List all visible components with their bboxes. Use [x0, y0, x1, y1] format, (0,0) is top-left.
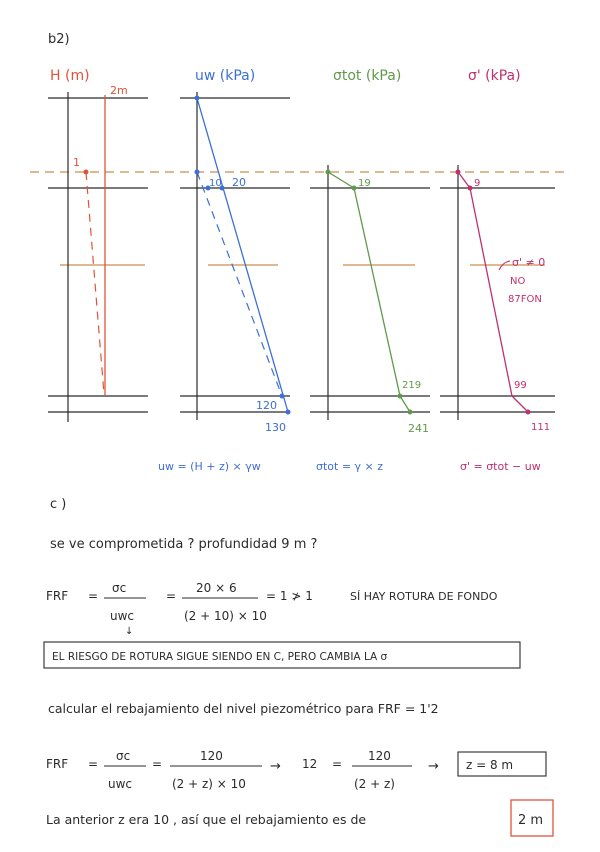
header-stot: σtot (kPa) — [333, 68, 402, 84]
boxed-note: EL RIESGO DE ROTURA SIGUE SIENDO EN C, PERO CAMBIA LA σ — [52, 651, 388, 663]
stot-241: 241 — [408, 422, 429, 435]
svg-text:→: → — [428, 759, 439, 774]
uw-120: 120 — [256, 399, 277, 412]
frf-equation-2 — [46, 749, 546, 791]
formula-seff: σ' = σtot − uw — [460, 460, 541, 473]
seff-9: 9 — [474, 178, 481, 189]
section-b2-label: b2) — [48, 32, 70, 47]
frf-equation-1 — [46, 581, 498, 637]
svg-text:120: 120 — [368, 749, 391, 763]
panel-uw — [180, 92, 291, 434]
svg-text:(2 + 10) × 10: (2 + 10) × 10 — [184, 609, 267, 623]
svg-text:↓: ↓ — [125, 626, 134, 637]
question-text: se ve comprometida ? profundidad 9 m ? — [50, 537, 318, 552]
header-h: H (m) — [50, 68, 90, 84]
seff-note-1: σ' ≠ 0 — [512, 256, 546, 269]
svg-text:(2 + z): (2 + z) — [354, 777, 395, 791]
stot-219: 219 — [402, 380, 422, 391]
final-text: La anterior z era 10 , así que el rebajamiento es de — [46, 812, 367, 827]
panel-h — [48, 84, 148, 422]
svg-text:20 × 6: 20 × 6 — [196, 581, 237, 595]
svg-text:FRF: FRF — [46, 757, 69, 771]
seff-note-2: NO — [510, 276, 526, 287]
svg-text:σc: σc — [116, 749, 131, 763]
stot-19: 19 — [358, 178, 371, 189]
section-c-label: c ) — [50, 497, 67, 512]
svg-text:=: = — [332, 757, 343, 771]
svg-text:= 1 ≯ 1: = 1 ≯ 1 — [266, 589, 313, 603]
answer-z: z = 8 m — [466, 758, 514, 772]
formula-uw: uw = (H + z) × γw — [158, 460, 261, 473]
svg-text:uwc: uwc — [108, 777, 133, 791]
svg-text:σc: σc — [112, 581, 127, 595]
svg-text:120: 120 — [200, 749, 223, 763]
svg-text:=: = — [88, 757, 99, 771]
panel-seff — [440, 165, 555, 433]
svg-text:12: 12 — [302, 757, 318, 771]
svg-text:SÍ HAY ROTURA DE FONDO: SÍ HAY ROTURA DE FONDO — [350, 590, 498, 603]
seff-note-3: 87FON — [508, 294, 542, 305]
svg-text:=: = — [152, 757, 163, 771]
svg-text:=: = — [88, 589, 99, 603]
calc-line: calcular el rebajamiento del nivel piezométrico para FRF = 1'2 — [48, 701, 439, 716]
header-seff: σ' (kPa) — [468, 68, 521, 84]
uw-10: 10 — [209, 178, 222, 189]
svg-text:(2 + z) × 10: (2 + z) × 10 — [172, 777, 246, 791]
uw-20: 20 — [232, 176, 246, 189]
panel-h-2m: 2m — [110, 84, 128, 97]
seff-99: 99 — [514, 380, 527, 391]
svg-text:→: → — [270, 759, 281, 774]
panel-h-1: 1 — [73, 156, 80, 169]
header-uw: uw (kPa) — [195, 68, 256, 84]
seff-111: 111 — [531, 422, 551, 433]
panel-stot — [310, 165, 430, 435]
final-answer: 2 m — [518, 813, 544, 828]
svg-text:=: = — [166, 589, 177, 603]
panel-h-point — [84, 170, 89, 175]
svg-text:FRF: FRF — [46, 589, 69, 603]
formula-stot: σtot = γ × z — [316, 460, 384, 473]
uw-130: 130 — [265, 421, 286, 434]
svg-text:uwc: uwc — [110, 609, 135, 623]
